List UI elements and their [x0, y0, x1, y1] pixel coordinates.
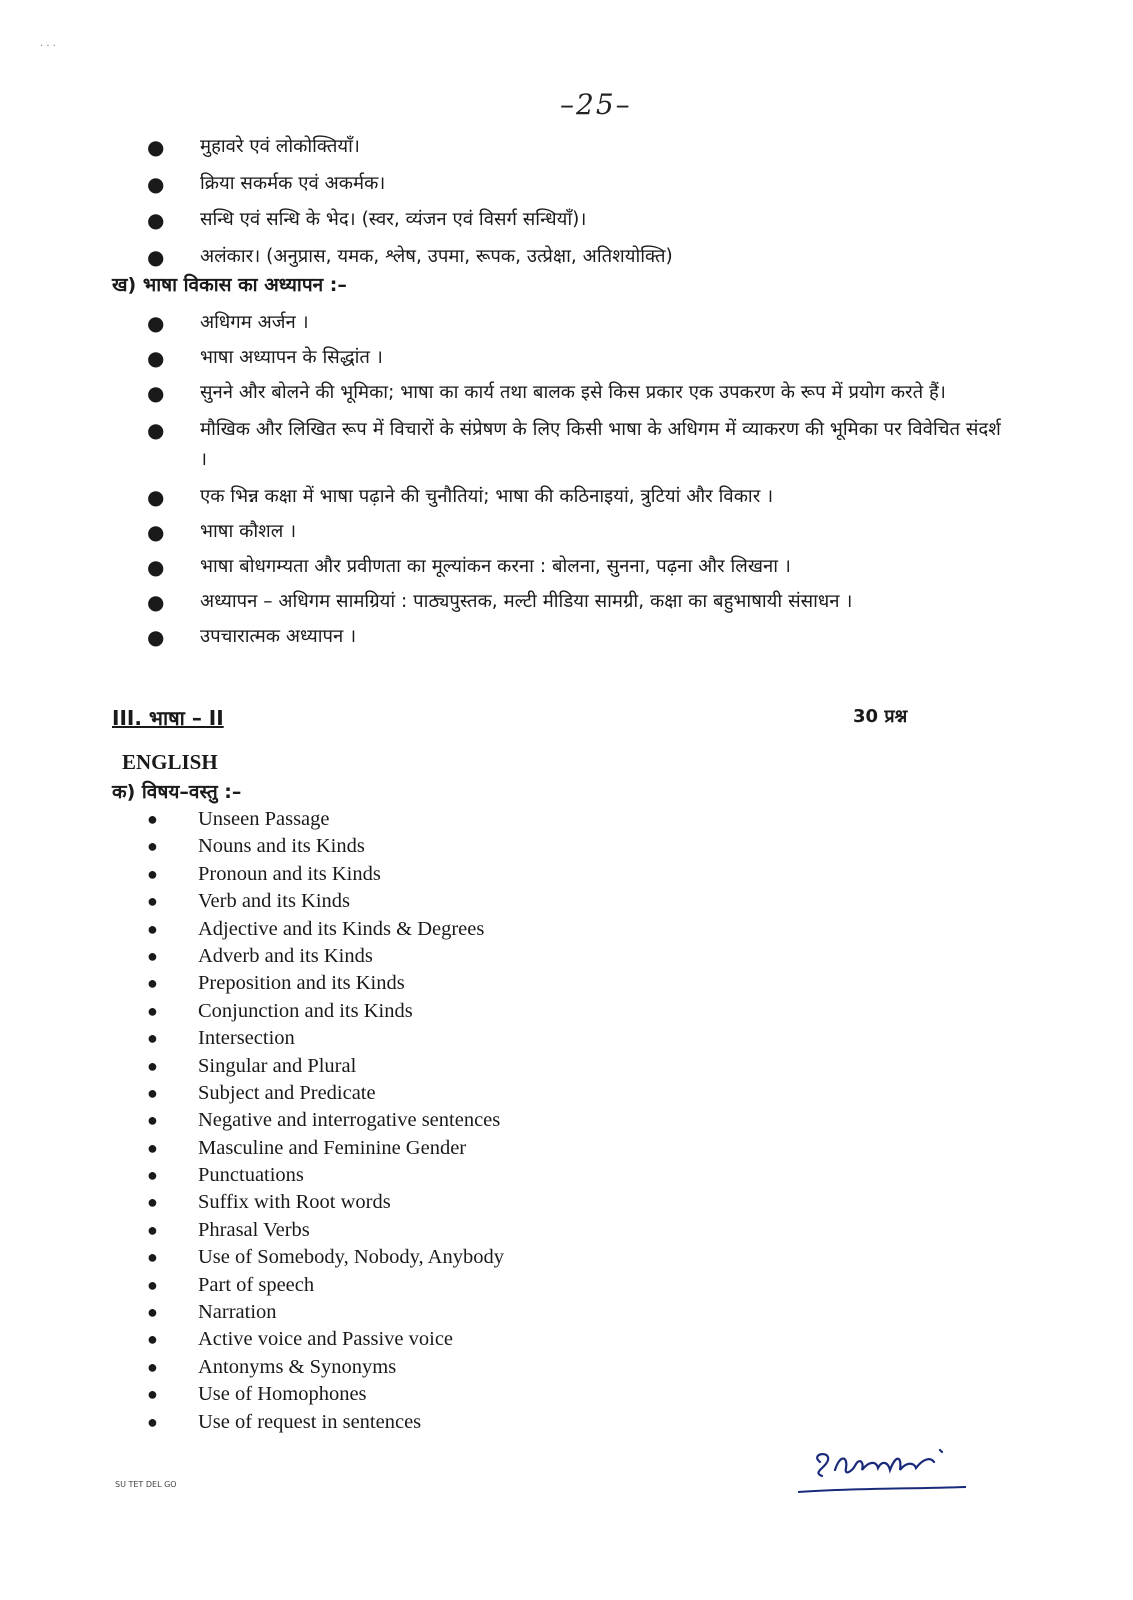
list-item: ● अध्यापन – अधिगम सामग्रियां : पाठ्यपुस्तक, मल्टी मीडिया सामग्री, कक्षा का बहुभाषायी संसाधन ।	[147, 587, 1007, 617]
list-item: ● भाषा अध्यापन के सिद्धांत ।	[147, 343, 1007, 373]
bullet-icon: ●	[147, 555, 165, 579]
list-item: ● सन्धि एवं सन्धि के भेद। (स्वर, व्यंजन एवं विसर्ग सन्धियाँ)।	[147, 205, 1007, 242]
list-item: ● अलंकार। (अनुप्रास, यमक, श्लेष, उपमा, रूपक, उत्प्रेक्षा, अतिशयोक्ति)	[147, 242, 1007, 279]
bullet-icon: ●	[147, 1302, 158, 1323]
list-item: ● Intersection	[147, 1025, 747, 1052]
section-iii-heading: III. भाषा – II	[112, 706, 224, 730]
bullet-icon: ●	[147, 171, 165, 196]
list-item: ● भाषा बोधगम्यता और प्रवीणता का मूल्यांकन करना : बोलना, सुनना, पढ़ना और लिखना ।	[147, 552, 1007, 582]
bullet-icon: ●	[147, 520, 165, 544]
bullet-icon: ●	[147, 381, 165, 405]
bullet-icon: ●	[147, 1247, 158, 1268]
bullet-icon: ●	[147, 809, 158, 829]
list-item: ● Singular and Plural	[147, 1053, 747, 1080]
page-number: –25–	[560, 88, 632, 121]
bullet-icon: ●	[147, 836, 158, 857]
bullet-icon: ●	[147, 1055, 158, 1076]
list-item: ● Antonyms & Synonyms	[147, 1354, 747, 1381]
subject-heading: क) विषय–वस्तु :–	[112, 781, 242, 803]
list-item: ● Narration	[147, 1299, 747, 1326]
bullet-icon: ●	[147, 863, 158, 884]
footer-code: SU TET DEL GO	[115, 1480, 177, 1489]
list-item: ● Use of request in sentences	[147, 1409, 747, 1436]
list-item: ● अधिगम अर्जन ।	[147, 308, 1007, 338]
list-item: ● Subject and Predicate	[147, 1080, 747, 1107]
list-item: ● Pronoun and its Kinds	[147, 861, 747, 888]
list-item: ● Phrasal Verbs	[147, 1217, 747, 1244]
list-item: ● Active voice and Passive voice	[147, 1326, 747, 1353]
section-a-list	[147, 132, 1007, 278]
bullet-icon: ●	[147, 418, 165, 442]
list-item: ● मौखिक और लिखित रूप में विचारों के संप्रेषण के लिए किसी भाषा के अधिगम में व्याकरण की भूमिका पर विवेचित संदर्श ।	[147, 415, 1007, 475]
question-count: 30 प्रश्न	[853, 706, 908, 727]
bullet-icon: ●	[147, 1137, 158, 1158]
section-b-heading: ख) भाषा विकास का अध्यापन :–	[112, 274, 347, 296]
bullet-icon: ●	[147, 1411, 158, 1432]
bullet-icon: ●	[147, 135, 165, 159]
list-item: ● Unseen Passage	[147, 806, 747, 833]
bullet-icon: ●	[147, 1192, 158, 1213]
bullet-icon: ●	[147, 208, 165, 232]
bullet-icon: ●	[147, 1028, 158, 1049]
list-item: ● Punctuations	[147, 1162, 747, 1189]
list-item: ● Masculine and Feminine Gender	[147, 1135, 747, 1162]
bullet-icon: ●	[147, 625, 165, 649]
english-topics-list	[147, 806, 747, 1436]
list-item: ● Conjunction and its Kinds	[147, 998, 747, 1025]
bullet-icon: ●	[147, 346, 165, 370]
bullet-icon: ●	[147, 1274, 158, 1295]
list-item: ● Nouns and its Kinds	[147, 833, 747, 860]
bullet-icon: ●	[147, 945, 158, 966]
bullet-icon: ●	[147, 485, 165, 509]
signature	[790, 1432, 970, 1502]
list-item: ● Verb and its Kinds	[147, 888, 747, 915]
bullet-icon: ●	[147, 1082, 158, 1103]
bullet-icon: ●	[147, 891, 158, 912]
list-item: ● भाषा कौशल ।	[147, 517, 1007, 547]
bullet-icon: ●	[147, 1165, 158, 1186]
language-heading: ENGLISH	[122, 750, 218, 774]
list-item: ● एक भिन्न कक्षा में भाषा पढ़ाने की चुनौतियां; भाषा की कठिनाइयां, त्रुटियां और विकार ।	[147, 482, 1007, 512]
list-item: ● Use of Somebody, Nobody, Anybody	[147, 1244, 747, 1271]
list-item: ● Adjective and its Kinds & Degrees	[147, 916, 747, 943]
list-item: ● Suffix with Root words	[147, 1189, 747, 1216]
bullet-icon: ●	[147, 973, 158, 994]
list-item: ● Use of Homophones	[147, 1381, 747, 1408]
list-item: ● Preposition and its Kinds	[147, 970, 747, 997]
bullet-icon: ●	[147, 311, 165, 335]
bullet-icon: ●	[147, 1110, 158, 1131]
section-b-list	[147, 308, 1007, 657]
bullet-icon: ●	[147, 1000, 158, 1021]
bullet-icon: ●	[147, 244, 165, 269]
list-item: ● Negative and interrogative sentences	[147, 1107, 747, 1134]
bullet-icon: ●	[147, 1356, 158, 1377]
list-item: ● मुहावरे एवं लोकोक्तियाँ।	[147, 132, 1007, 169]
bullet-icon: ●	[147, 1219, 158, 1240]
bullet-icon: ●	[147, 918, 158, 939]
bullet-icon: ●	[147, 590, 165, 614]
list-item: ● सुनने और बोलने की भूमिका; भाषा का कार्य तथा बालक इसे किस प्रकार एक उपकरण के रूप में प्रयोग करते हैं।	[147, 378, 1007, 408]
list-item: ● उपचारात्मक अध्यापन ।	[147, 622, 1007, 652]
corner-marks: · · ·	[40, 41, 56, 52]
list-item: ● Adverb and its Kinds	[147, 943, 747, 970]
list-item: ● क्रिया सकर्मक एवं अकर्मक।	[147, 169, 1007, 206]
bullet-icon: ●	[147, 1384, 158, 1405]
list-item: ● Part of speech	[147, 1272, 747, 1299]
bullet-icon: ●	[147, 1329, 158, 1350]
